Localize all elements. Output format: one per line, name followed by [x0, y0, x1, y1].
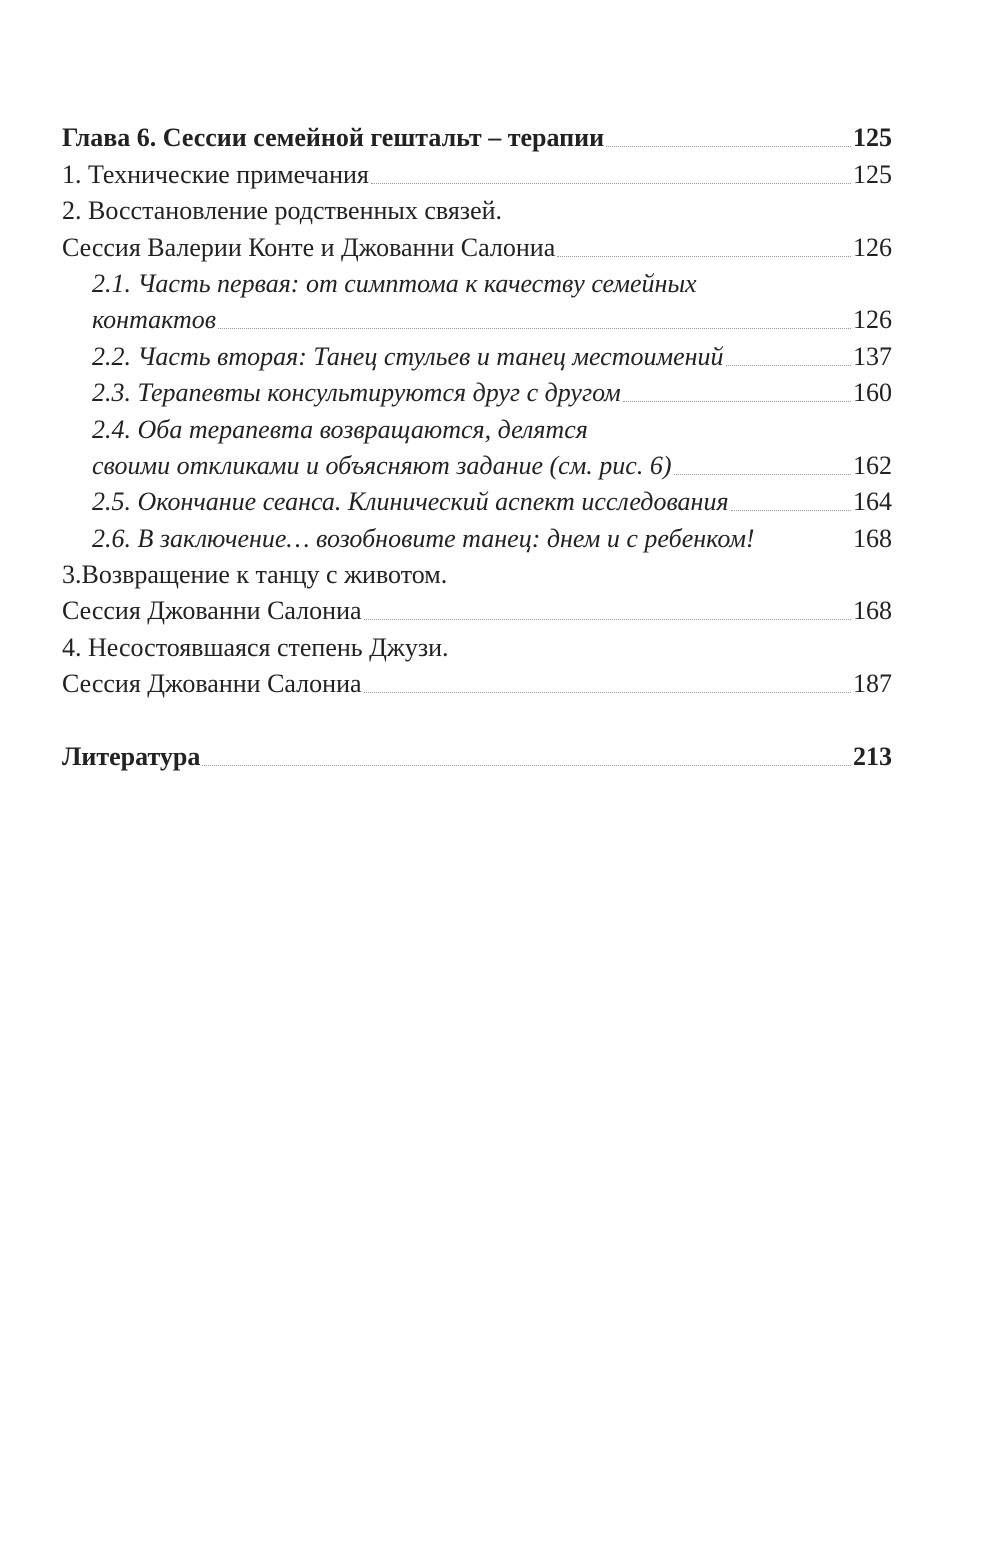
toc-entry-title: 2.6. В заключение… возобновите танец: днем и с ребенком!	[92, 523, 755, 553]
toc-entry-page: 162	[853, 450, 892, 480]
toc-entry-page: 160	[853, 378, 892, 408]
toc-entry-section-2-line-1[interactable]	[62, 193, 892, 229]
spacer	[62, 702, 892, 738]
toc-entry-section-2-2[interactable]	[62, 338, 892, 374]
toc-entry-literature[interactable]	[62, 738, 892, 774]
toc-entry-title: Глава 6. Сессии семейной гештальт – терапии	[62, 123, 605, 153]
toc-entry-title-continued: Сессия Валерии Конте и Джованни Салониа	[62, 232, 556, 262]
toc-entry-title: 1. Технические примечания	[62, 159, 369, 189]
toc-entry-title-continued: своими откликами и объясняют задание (см. рис. 6)	[92, 450, 672, 480]
toc-entry-title-continued: Сессия Джованни Салониа	[62, 596, 362, 626]
toc-entry-title: 2.1. Часть первая: от симптома к качеству семейных	[92, 268, 697, 298]
dot-leader	[623, 401, 851, 402]
dot-leader	[726, 365, 851, 366]
dot-leader	[371, 183, 851, 184]
dot-leader	[674, 474, 851, 475]
dot-leader	[557, 256, 851, 257]
toc-entry-section-2-4-line-1[interactable]	[62, 411, 892, 447]
toc-entry-page: 164	[853, 487, 892, 517]
toc-entry-title: 2. Восстановление родственных связей.	[62, 196, 503, 226]
toc-entry-section-3-line-2[interactable]	[62, 593, 892, 629]
dot-leader	[364, 619, 851, 620]
toc-entry-section-2-6[interactable]	[62, 520, 892, 556]
toc-entry-title-continued: контактов	[92, 305, 217, 335]
toc-entry-title: 2.5. Окончание сеанса. Клинический аспект исследования	[92, 487, 729, 517]
toc-entry-page: 126	[853, 305, 892, 335]
toc-entry-section-2-1-line-1[interactable]	[62, 266, 892, 302]
toc-entry-title: 3.Возвращение к танцу с животом.	[62, 560, 448, 590]
toc-entry-chapter-6[interactable]	[62, 120, 892, 156]
toc-entry-title: 4. Несостоявшаяся степень Джузи.	[62, 632, 449, 662]
toc-entry-page: 125	[853, 123, 892, 153]
toc-entry-page: 137	[853, 341, 892, 371]
toc-entry-title: 2.4. Оба терапевта возвращаются, делятся	[92, 414, 588, 444]
toc-entry-title-continued: Сессия Джованни Салониа	[62, 669, 362, 699]
dot-leader	[364, 692, 851, 693]
toc-entry-page: 213	[853, 741, 892, 771]
toc-entry-title: 2.2. Часть вторая: Танец стульев и танец местоимений	[92, 341, 724, 371]
dot-leader	[218, 328, 851, 329]
toc-entry-page: 125	[853, 159, 892, 189]
toc-entry-page: 187	[853, 669, 892, 699]
toc-entry-section-2-4-line-2[interactable]	[62, 448, 892, 484]
dot-leader	[606, 146, 851, 147]
toc-entry-section-4-line-1[interactable]	[62, 629, 892, 665]
toc-entry-title: Литература	[62, 741, 201, 771]
toc-entry-section-2-1-line-2[interactable]	[62, 302, 892, 338]
toc-entry-section-2-line-2[interactable]	[62, 229, 892, 265]
dot-leader	[731, 510, 851, 511]
toc-entry-section-4-line-2[interactable]	[62, 666, 892, 702]
toc-entry-section-2-5[interactable]	[62, 484, 892, 520]
toc-entry-page: 126	[853, 232, 892, 262]
toc-entry-section-3-line-1[interactable]	[62, 557, 892, 593]
dot-leader	[202, 765, 851, 766]
toc-entry-section-1[interactable]	[62, 156, 892, 192]
table-of-contents	[62, 120, 892, 775]
toc-entry-title: 2.3. Терапевты консультируются друг с другом	[92, 378, 621, 408]
toc-entry-section-2-3[interactable]	[62, 375, 892, 411]
toc-entry-page: 168	[853, 596, 892, 626]
toc-entry-page: 168	[853, 523, 892, 553]
